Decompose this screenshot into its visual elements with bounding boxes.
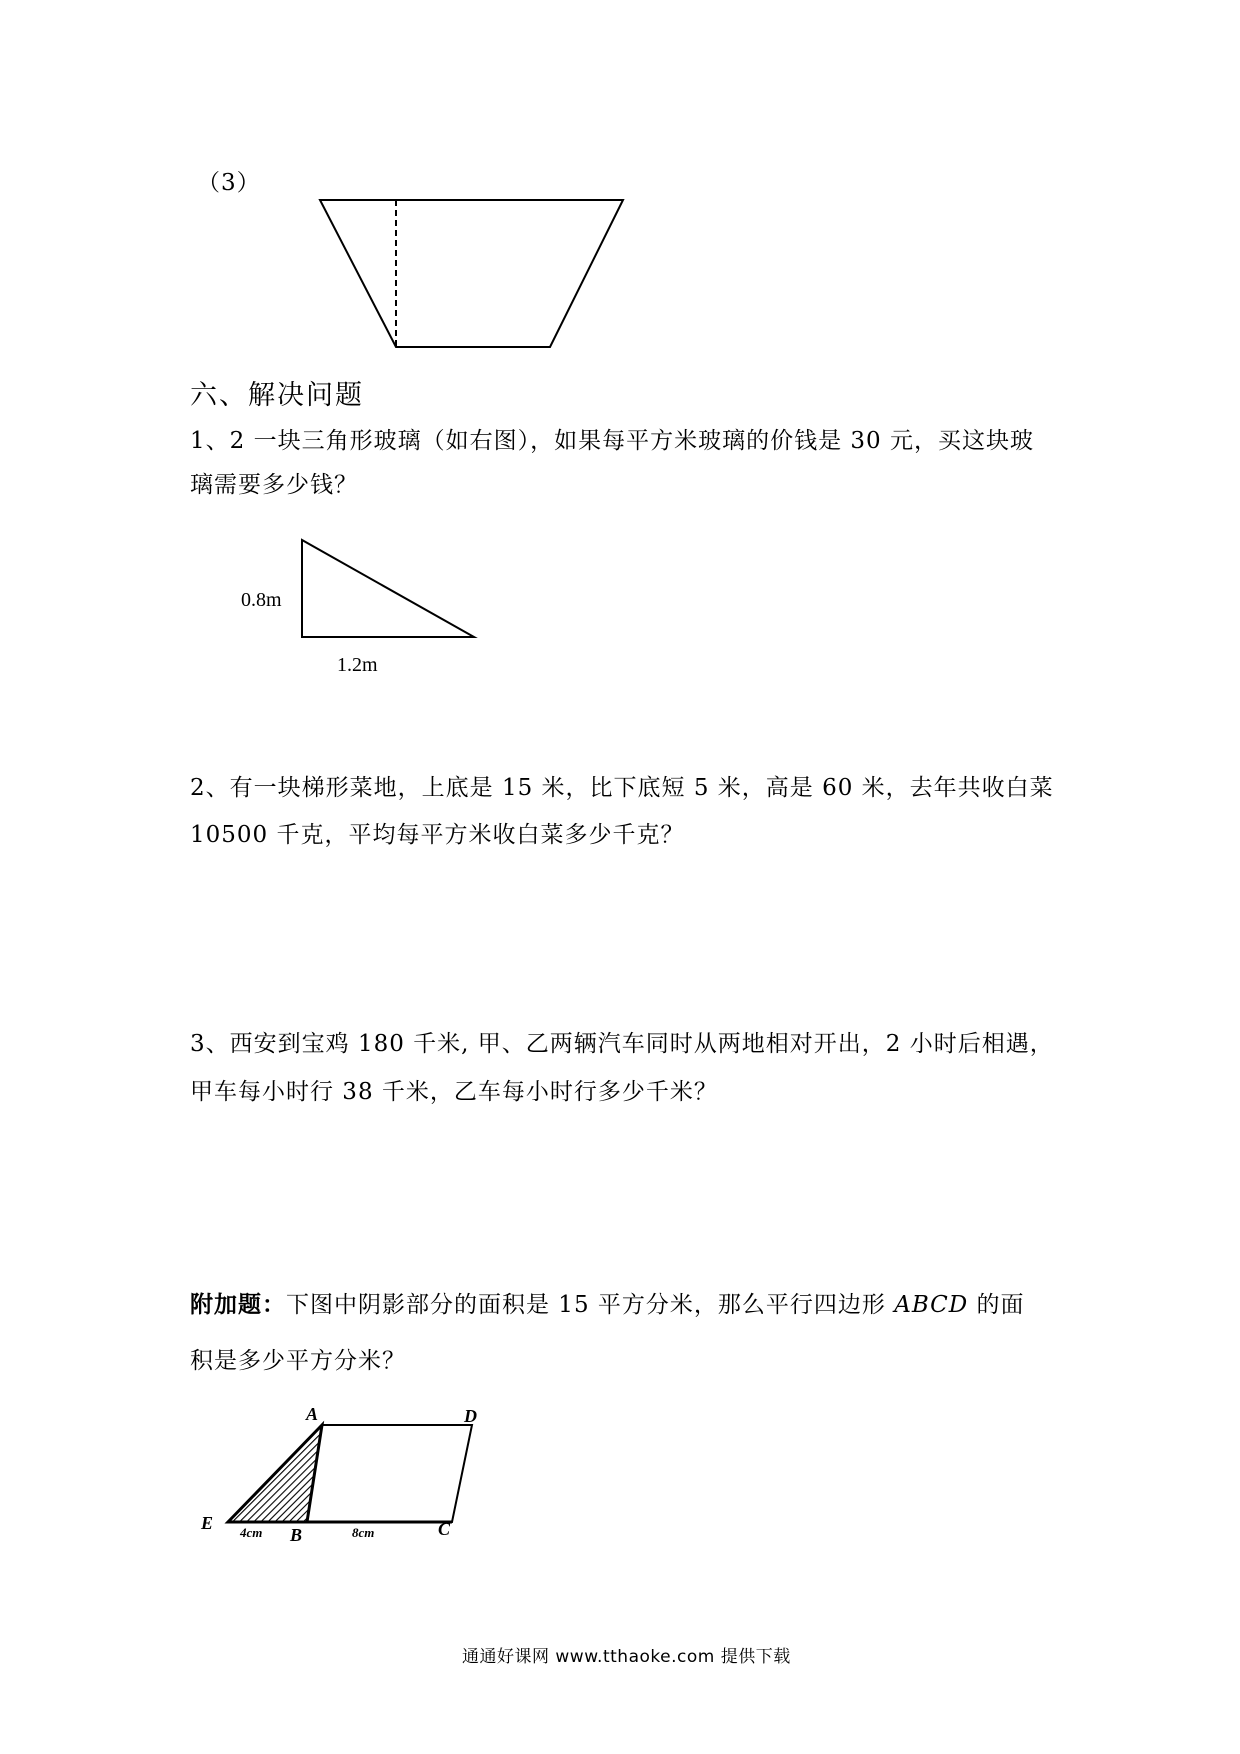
shaded-triangle-aeb xyxy=(228,1425,322,1522)
triangle-base-label: 1.2m xyxy=(337,654,378,676)
q3-line2: 甲车每小时行 38 千米，乙车每小时行多少千米？ xyxy=(190,1079,718,1105)
q2-line2: 10500 千克，平均每平方米收白菜多少千克？ xyxy=(190,822,685,848)
parallelogram-abcd xyxy=(307,1425,472,1522)
point-a-label: A xyxy=(306,1404,319,1424)
bonus-text-b: 的面 xyxy=(976,1292,1025,1318)
point-e-label: E xyxy=(201,1513,214,1533)
q3-line1: 3、西安到宝鸡 180 千米, 甲、乙两辆汽车同时从两地相对开出，2 小时后相遇， xyxy=(190,1031,1054,1057)
trapezoid-outline xyxy=(320,200,623,347)
q1-line1: 1、2 一块三角形玻璃（如右图），如果每平方米玻璃的价钱是 30 元，买这块玻 xyxy=(190,428,1034,454)
page-footer: 通通好课网 www.tthaoke.com 提供下载 xyxy=(462,1647,791,1667)
q2-line1: 2、有一块梯形菜地，上底是 15 米，比下底短 5 米，高是 60 米，去年共收白菜 xyxy=(190,775,1054,801)
q1-line2: 璃需要多少钱？ xyxy=(190,472,358,498)
point-c-label: C xyxy=(438,1519,451,1539)
section-title: 六、解决问题 xyxy=(190,380,364,411)
segment-eb-label: 4cm xyxy=(240,1525,263,1540)
triangle-height-label: 0.8m xyxy=(241,589,282,611)
bonus-text-a: 下图中阴影部分的面积是 15 平方分米，那么平行四边形 xyxy=(286,1292,886,1318)
bonus-line1 xyxy=(190,1293,1025,1317)
point-d-label: D xyxy=(464,1406,477,1426)
point-b-label: B xyxy=(290,1525,303,1545)
bonus-line2: 积是多少平方分米？ xyxy=(190,1348,406,1374)
bonus-label: 附加题： xyxy=(190,1291,286,1318)
segment-bc-label: 8cm xyxy=(352,1525,375,1540)
part-3-label: （3） xyxy=(197,170,261,196)
bonus-var-abcd: ABCD xyxy=(894,1292,969,1318)
glass-triangle xyxy=(302,540,474,637)
